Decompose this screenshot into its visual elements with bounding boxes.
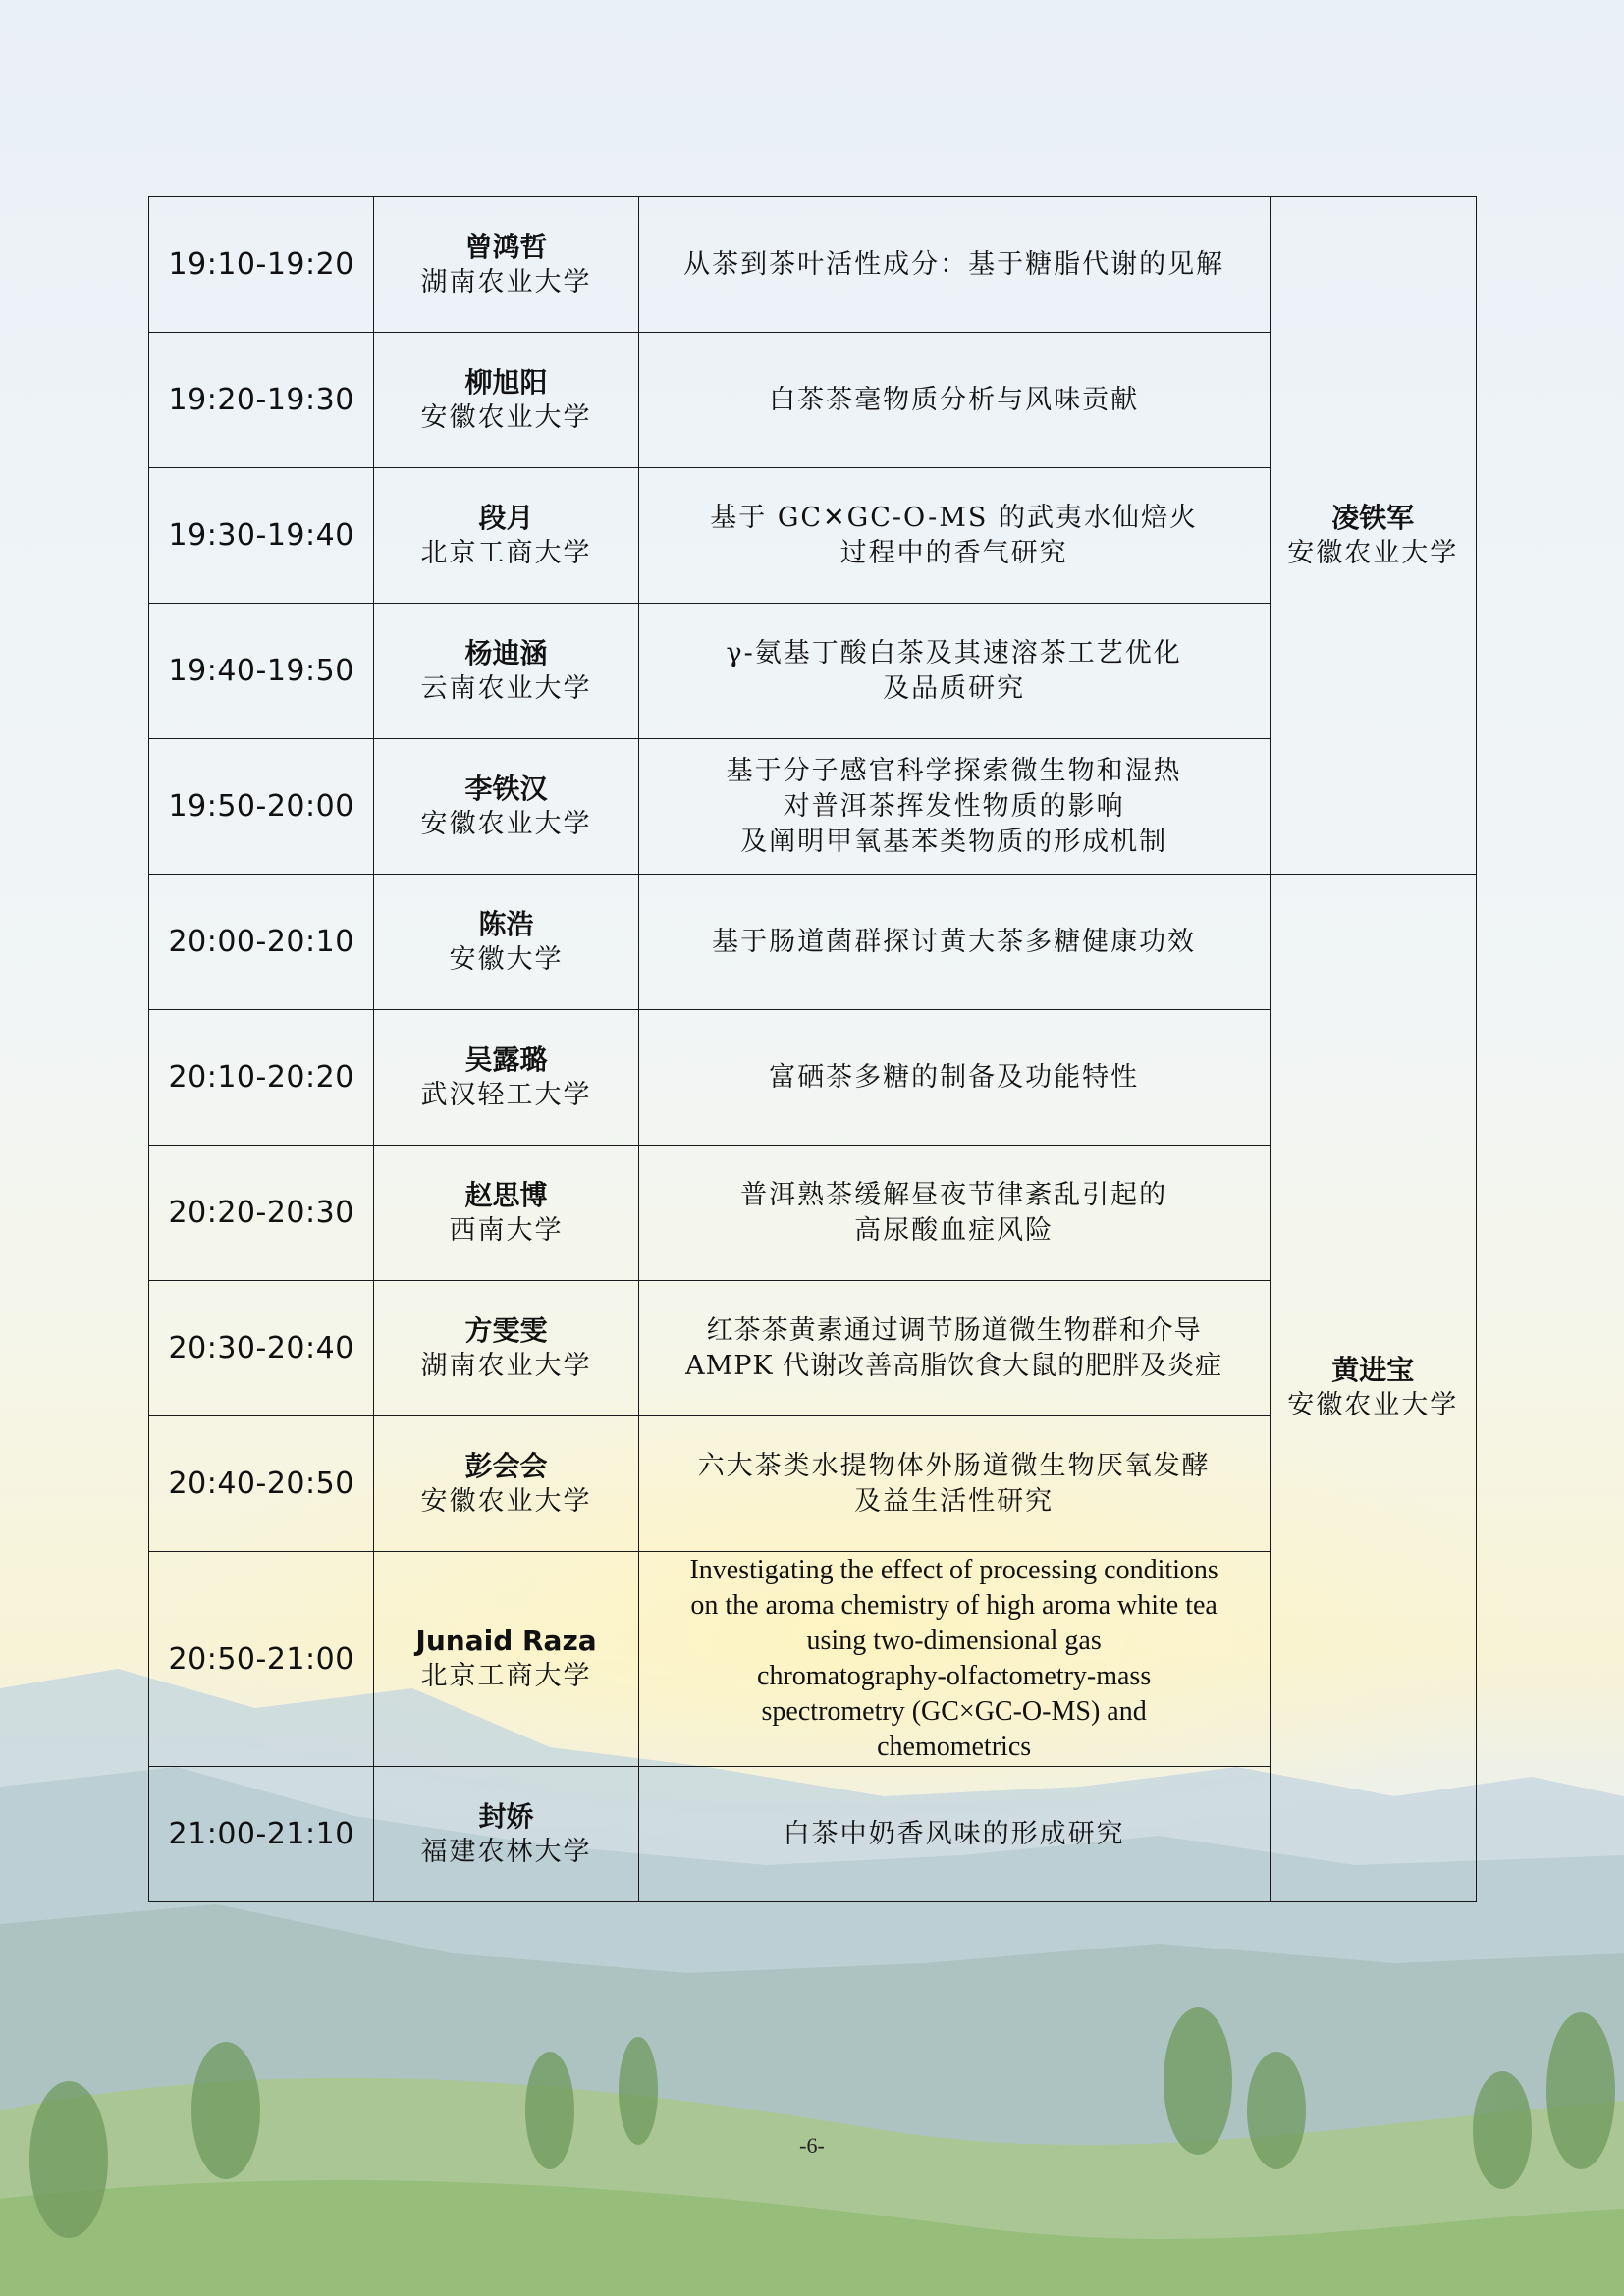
talk-title: 基于肠道菌群探讨黄大茶多糖健康功效 (638, 875, 1270, 1010)
time-cell: 19:40-19:50 (149, 604, 374, 739)
speaker-name: 吴露璐 (464, 1042, 548, 1076)
chair-name: 黄进宝 (1331, 1354, 1415, 1386)
speaker-cell (374, 739, 638, 875)
time-cell: 20:00-20:10 (149, 875, 374, 1010)
session-chair-cell (1270, 875, 1476, 1902)
speaker-name: 曾鸿哲 (464, 230, 548, 263)
talk-title: 红茶茶黄素通过调节肠道微生物群和介导 AMPK 代谢改善高脂饮食大鼠的肥胖及炎症 (638, 1281, 1270, 1416)
speaker-cell (374, 1552, 638, 1767)
talk-title: 基于分子感官科学探索微生物和湿热 对普洱茶挥发性物质的影响 及阐明甲氧基苯类物质的形成机制 (638, 739, 1270, 875)
time-cell: 20:10-20:20 (149, 1010, 374, 1146)
speaker-cell (374, 197, 638, 333)
time-cell: 19:20-19:30 (149, 333, 374, 468)
talk-title: γ-氨基丁酸白茶及其速溶茶工艺优化 及品质研究 (638, 604, 1270, 739)
schedule-table (148, 196, 1477, 1902)
speaker-affiliation: 湖南农业大学 (420, 266, 592, 297)
speaker-affiliation: 北京工商大学 (420, 1661, 592, 1691)
speaker-name: 方雯雯 (464, 1313, 548, 1347)
page-number: -6- (799, 2133, 825, 2158)
time-cell: 19:50-20:00 (149, 739, 374, 875)
speaker-name: 封娇 (478, 1799, 534, 1833)
speaker-cell (374, 1146, 638, 1281)
chair-name: 凌铁军 (1331, 501, 1415, 534)
time-cell: 21:00-21:10 (149, 1767, 374, 1902)
talk-title: 白茶茶毫物质分析与风味贡献 (638, 333, 1270, 468)
chair-affiliation: 安徽农业大学 (1287, 1390, 1459, 1420)
speaker-cell (374, 1416, 638, 1552)
time-cell: 20:20-20:30 (149, 1146, 374, 1281)
speaker-name: Junaid Raza (415, 1625, 597, 1657)
time-cell: 19:10-19:20 (149, 197, 374, 333)
speaker-affiliation: 安徽农业大学 (420, 401, 592, 433)
time-cell: 20:30-20:40 (149, 1281, 374, 1416)
speaker-affiliation: 安徽农业大学 (420, 1485, 592, 1517)
table-row (149, 875, 1477, 1010)
speaker-name: 彭会会 (464, 1449, 548, 1482)
speaker-cell (374, 1281, 638, 1416)
speaker-name: 李铁汉 (464, 772, 548, 805)
speaker-name: 柳旭阳 (464, 365, 548, 399)
talk-title: Investigating the effect of processing conditions on the aroma chemistry of high aroma white tea using two-dimensional gas chromatography-olfactometry-mass spectrometry (GC×GC-O-MS) and chemometrics (638, 1552, 1270, 1767)
speaker-affiliation: 福建农林大学 (420, 1836, 592, 1867)
talk-title: 普洱熟茶缓解昼夜节律紊乱引起的 高尿酸血症风险 (638, 1146, 1270, 1281)
speaker-cell (374, 1010, 638, 1146)
speaker-cell (374, 604, 638, 739)
time-cell: 19:30-19:40 (149, 468, 374, 604)
talk-title: 六大茶类水提物体外肠道微生物厌氧发酵 及益生活性研究 (638, 1416, 1270, 1552)
speaker-affiliation: 北京工商大学 (420, 537, 592, 568)
speaker-affiliation: 武汉轻工大学 (420, 1079, 592, 1110)
speaker-name: 陈浩 (478, 907, 534, 940)
speaker-affiliation: 安徽大学 (449, 943, 564, 975)
speaker-affiliation: 湖南农业大学 (420, 1350, 592, 1381)
speaker-cell (374, 875, 638, 1010)
speaker-affiliation: 安徽农业大学 (420, 808, 592, 839)
time-cell: 20:40-20:50 (149, 1416, 374, 1552)
speaker-name: 赵思博 (464, 1178, 548, 1211)
talk-title: 白茶中奶香风味的形成研究 (638, 1767, 1270, 1902)
talk-title: 富硒茶多糖的制备及功能特性 (638, 1010, 1270, 1146)
time-cell: 20:50-21:00 (149, 1552, 374, 1767)
speaker-cell (374, 1767, 638, 1902)
chair-affiliation: 安徽农业大学 (1287, 537, 1459, 568)
talk-title: 从茶到茶叶活性成分：基于糖脂代谢的见解 (638, 197, 1270, 333)
speaker-cell (374, 333, 638, 468)
speaker-name: 段月 (478, 501, 534, 534)
speaker-cell (374, 468, 638, 604)
session-chair-cell (1270, 197, 1476, 875)
speaker-affiliation: 云南农业大学 (420, 672, 592, 704)
speaker-affiliation: 西南大学 (449, 1214, 564, 1246)
speaker-name: 杨迪涵 (464, 636, 548, 669)
table-row (149, 197, 1477, 333)
talk-title: 基于 GC✕GC-O-MS 的武夷水仙焙火 过程中的香气研究 (638, 468, 1270, 604)
